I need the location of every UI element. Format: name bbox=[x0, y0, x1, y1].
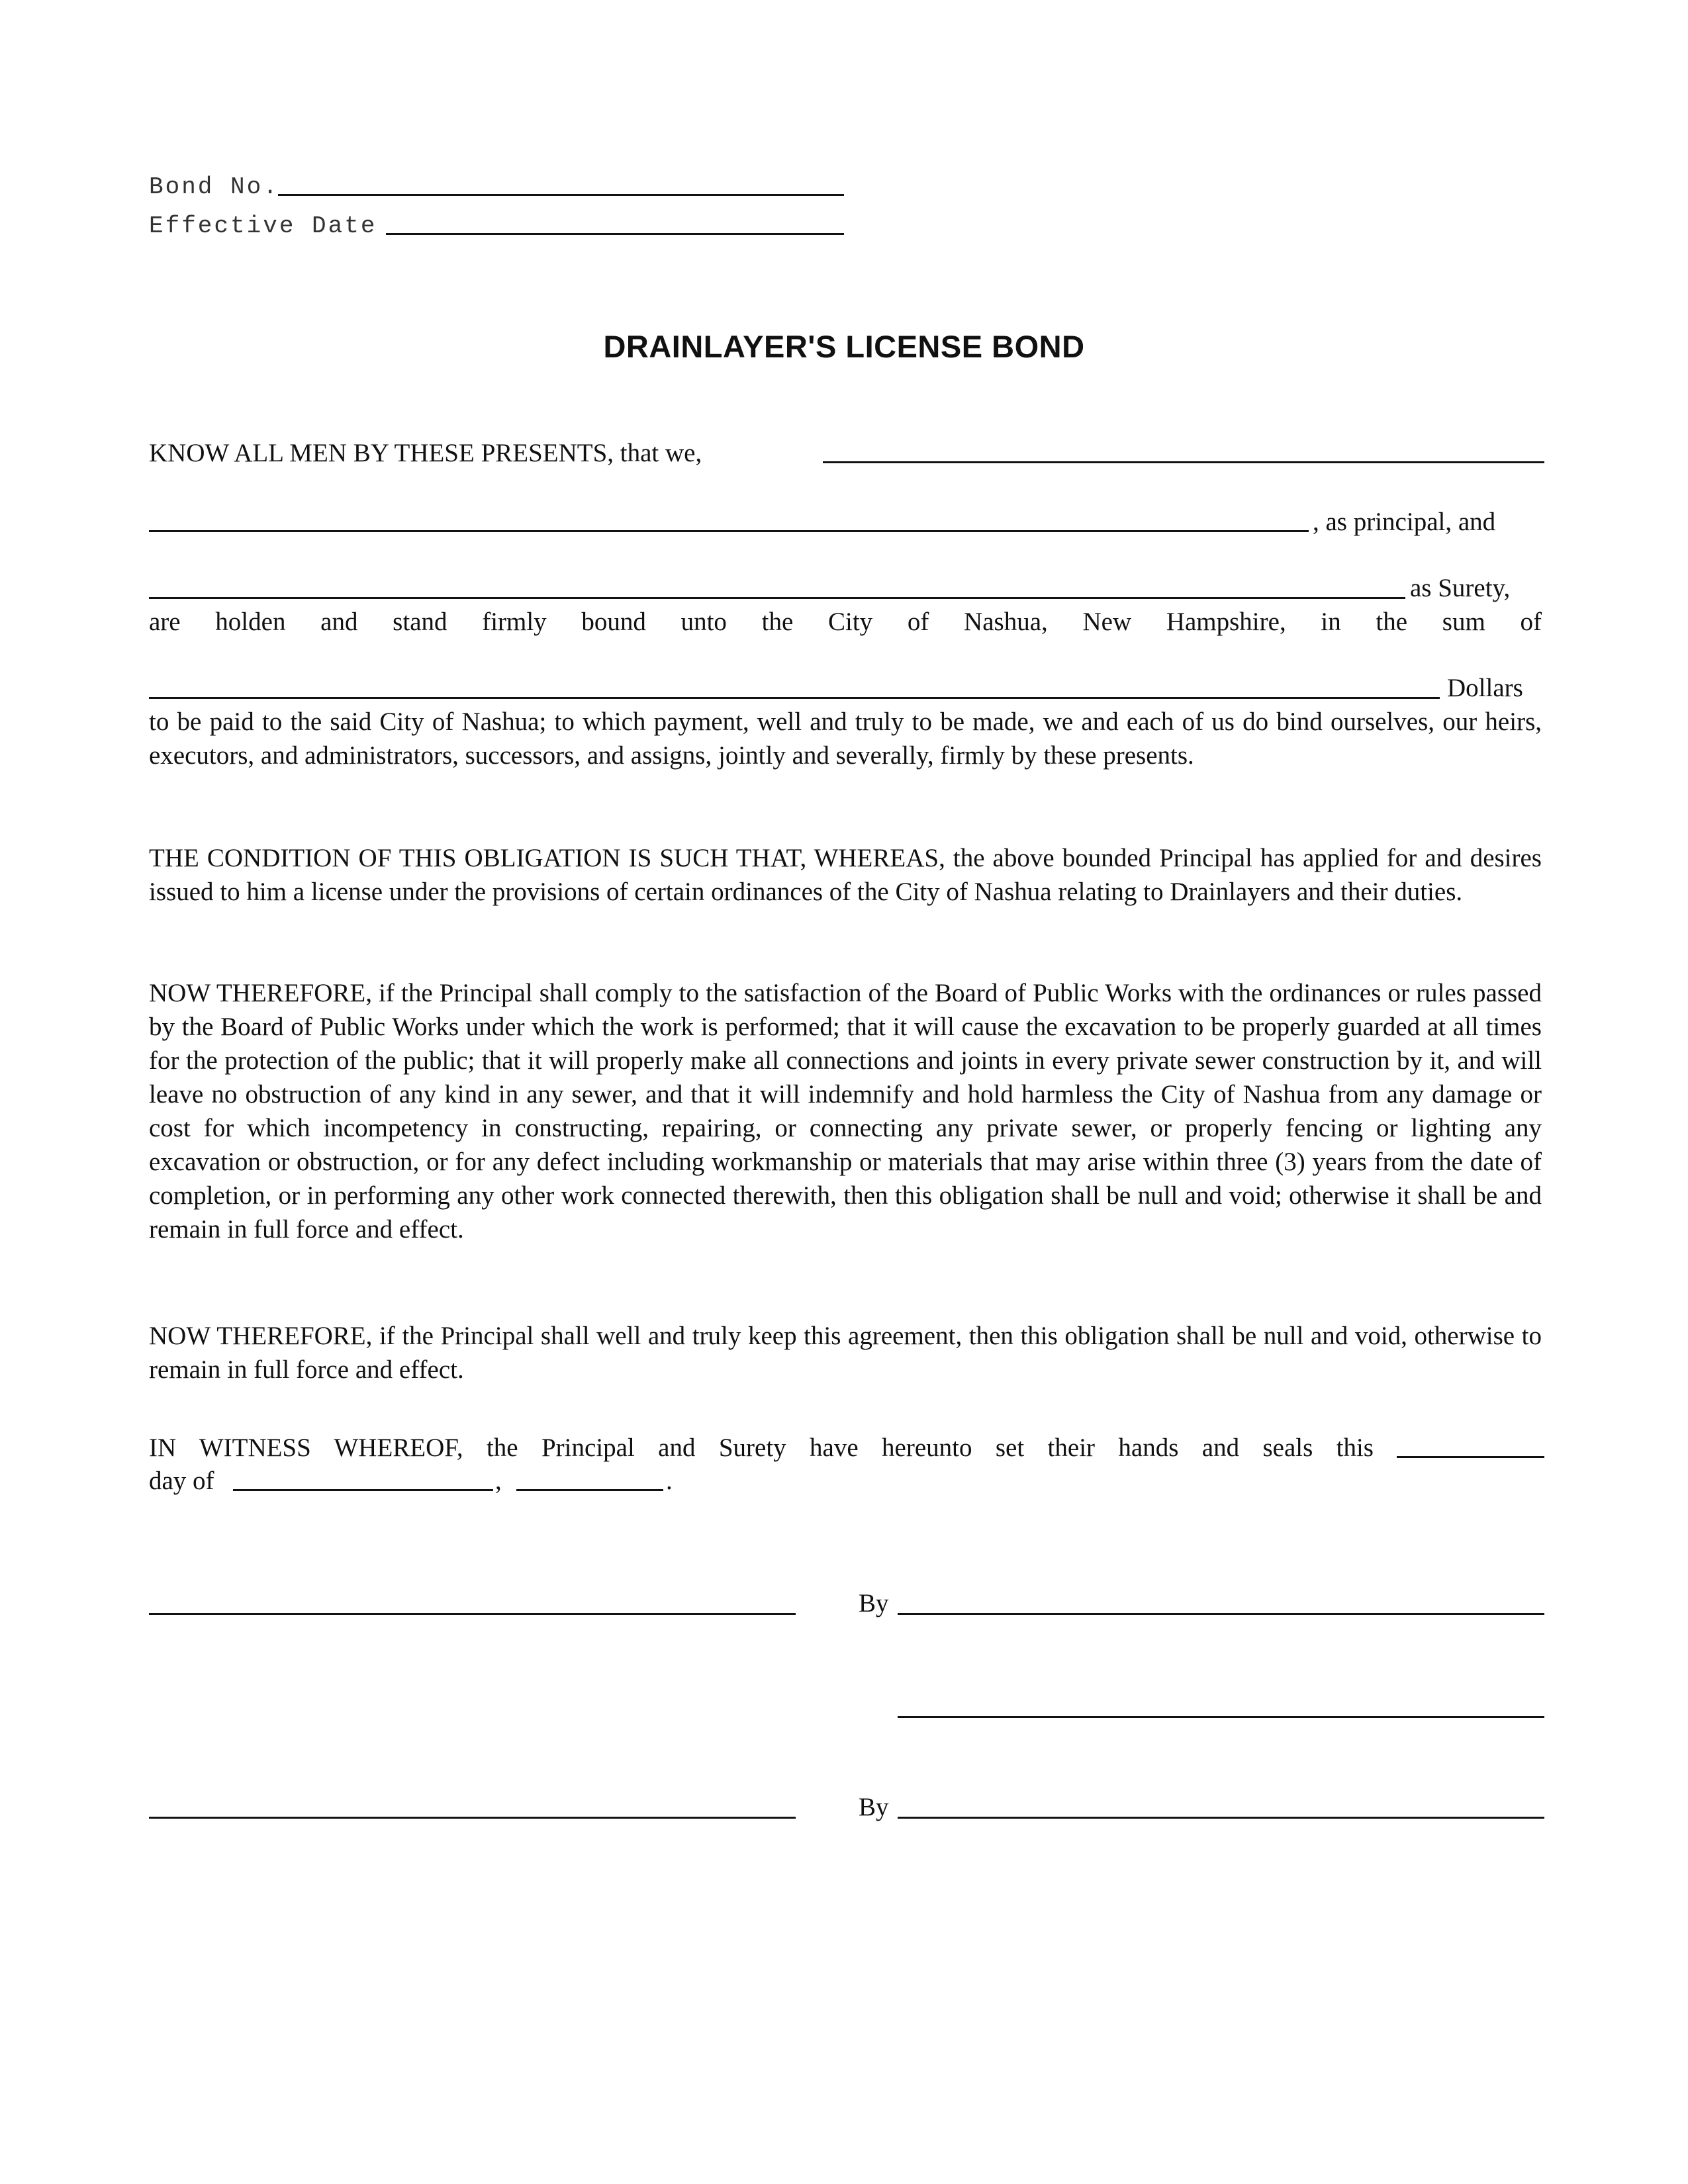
effective-date-field[interactable] bbox=[386, 233, 844, 235]
principal-by-signature-line[interactable] bbox=[898, 1613, 1544, 1615]
now-therefore-paragraph-2: NOW THEREFORE, if the Principal shall well and truly keep this agreement, then this obligation shall be null and void, otherwise to remain in full force and effect. bbox=[149, 1322, 1542, 1384]
principal-signature-line[interactable] bbox=[149, 1613, 796, 1615]
surety-name-field[interactable] bbox=[149, 597, 1405, 599]
payment-paragraph: to be paid to the said City of Nashua; to which payment, well and truly to be made, we and each of us do bind ourselves, our heirs, executors, and administrators, successors, and assigns, jointly and severally, firmly by these presents. bbox=[149, 707, 1542, 770]
comma-text: , bbox=[495, 1467, 502, 1495]
as-principal-text: , as principal, and bbox=[1313, 508, 1496, 536]
sum-amount-field[interactable] bbox=[149, 697, 1440, 699]
holden-text: are holden and stand firmly bound unto the City of Nashua, New Hampshire, in the sum of bbox=[149, 608, 1542, 636]
witness-text: IN WITNESS WHEREOF, the Principal and Surety have hereunto set their hands and seals this bbox=[149, 1433, 1374, 1462]
principal-title-line[interactable] bbox=[898, 1716, 1544, 1718]
principal-name-field[interactable] bbox=[823, 461, 1544, 463]
document-title: DRAINLAYER'S LICENSE BOND bbox=[603, 329, 1085, 364]
effective-date-label: Effective Date bbox=[149, 212, 377, 240]
witness-day-field[interactable] bbox=[1397, 1456, 1544, 1458]
period-text: . bbox=[666, 1467, 673, 1495]
surety-by-signature-line[interactable] bbox=[898, 1817, 1544, 1819]
bond-no-label: Bond No. bbox=[149, 173, 279, 201]
day-of-text: day of bbox=[149, 1467, 214, 1495]
condition-paragraph: THE CONDITION OF THIS OBLIGATION IS SUCH THAT, WHEREAS, the above bounded Principal has applied for and desires issued to him a license under the provisions of certain ordinances of the City of Nashua relating to Drainlayers and their duties. bbox=[149, 844, 1542, 906]
witness-month-field[interactable] bbox=[233, 1489, 493, 1491]
by-label-2: By bbox=[859, 1793, 889, 1821]
know-all-men-text: KNOW ALL MEN BY THESE PRESENTS, that we, bbox=[149, 439, 702, 467]
bond-no-field[interactable] bbox=[278, 194, 844, 196]
principal-address-field[interactable] bbox=[149, 530, 1309, 532]
surety-signature-line[interactable] bbox=[149, 1817, 796, 1819]
by-label-1: By bbox=[859, 1589, 889, 1617]
as-surety-text: as Surety, bbox=[1410, 574, 1511, 602]
now-therefore-paragraph-1: NOW THEREFORE, if the Principal shall comply to the satisfaction of the Board of Public Works with the ordinances or rules passed by the Board of Public Works under which the work is performed; that it will cause the excavation to be properly guarded at all times for the protection of the public; that it will properly make all connections and joints in every private sewer construction by it, and will leave no obstruction of any kind in any sewer, and that it will indemnify and hold harmless the City of Nashua from any damage or cost for which incompetency in constructing, repairing, or connecting any private sewer, or properly fencing or lighting any excavation or obstruction, or for any defect including workmanship or materials that may arise within three (3) years from the date of completion, or in performing any other work connected therewith, then this obligation shall be null and void; otherwise it shall be and remain in full force and effect. bbox=[149, 979, 1542, 1244]
dollars-text: Dollars bbox=[1447, 674, 1523, 702]
witness-year-field[interactable] bbox=[516, 1489, 663, 1491]
